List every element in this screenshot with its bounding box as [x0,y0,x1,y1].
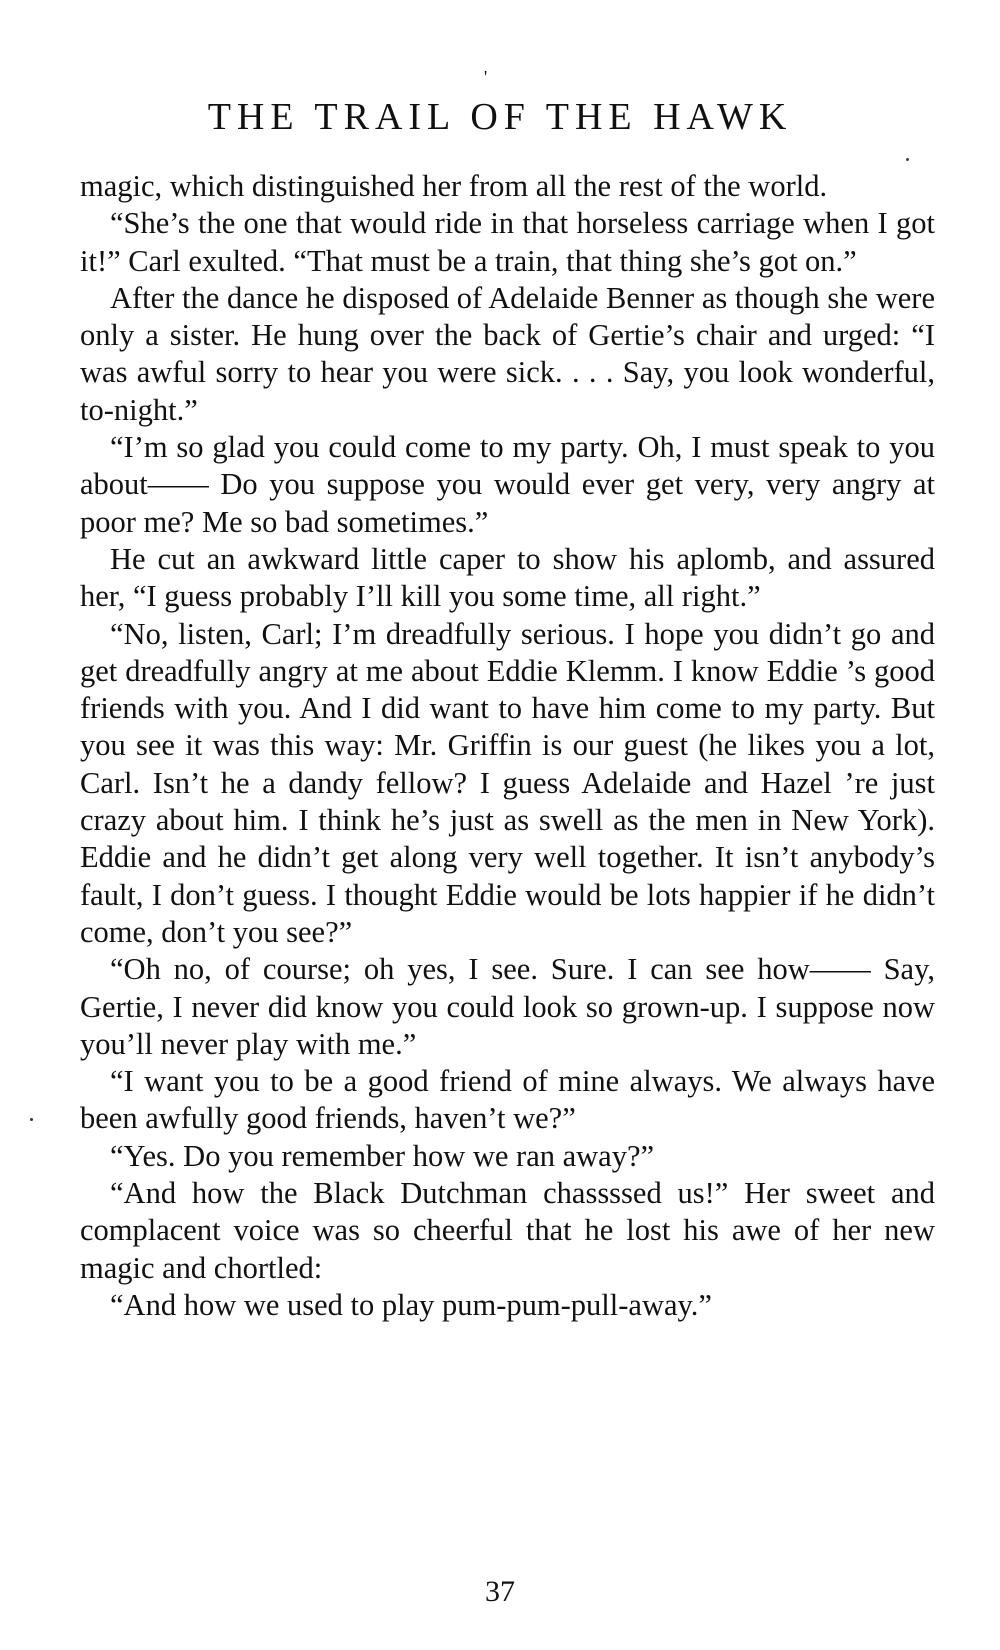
paragraph: He cut an awkward little caper to show his aplomb, and assured her, “I guess probably I’ll kill you some time, all right.” [80,541,935,614]
body-text [80,168,935,1324]
paragraph: “And how the Black Dutchman chassssed us!” Her sweet and complacent voice was so cheerful that he lost his awe of her new magic and chortled: [80,1176,935,1285]
paragraph: “I want you to be a good friend of mine always. We always have been awfully good friends, haven’t we?” [80,1064,935,1136]
running-title: THE TRAIL OF THE HAWK [207,96,793,138]
margin-speck [30,1118,33,1121]
paragraph: After the dance he disposed of Adelaide Benner as though she were only a sister. He hung over the back of Gertie’s chair and urged: “I was awful sorry to hear you were sick. . . . Say, you look wonderful, to-night.” [80,280,935,427]
paragraph: “I’m so glad you could come to my party. Oh, I must speak to you about—— Do you suppose you would ever get very, very angry at poor me? Me so bad sometimes.” [80,430,935,539]
header-mark: ' [484,67,488,87]
page-number: 37 [485,1575,515,1608]
margin-speck [906,158,909,161]
paragraph: magic, which distinguished her from all the rest of the world. [80,169,828,203]
paragraph: “No, listen, Carl; I’m dreadfully serious. I hope you didn’t go and get dreadfully angry at me about Eddie Klemm. I know Eddie ’s good friends with you. And I did want to have him come to my party. But you see it was this way: Mr. Griffin is our guest (he likes you a lot, Carl. Isn’t he a dandy fellow? I guess Adelaide and Hazel ’re just crazy about him. I think he’s just as swell as the men in New York). Eddie and he didn’t get along very well together. It isn’t anybody’s fault, I don’t guess. I thought Eddie would be lots happier if he didn’t come, don’t you see?” [80,616,935,949]
paragraph: “And how we used to play pum-pum-pull-away.” [110,1287,712,1322]
paragraph: “She’s the one that would ride in that horseless carriage when I got it!” Carl exulted. “That must be a train, that thing she’s got on.” [80,206,935,278]
paragraph: “Yes. Do you remember how we ran away?” [110,1138,655,1173]
paragraph: “Oh no, of course; oh yes, I see. Sure. I can see how—— Say, Gertie, I never did know you could look so grown-up. I suppose now you’ll never play with me.” [80,952,935,1061]
